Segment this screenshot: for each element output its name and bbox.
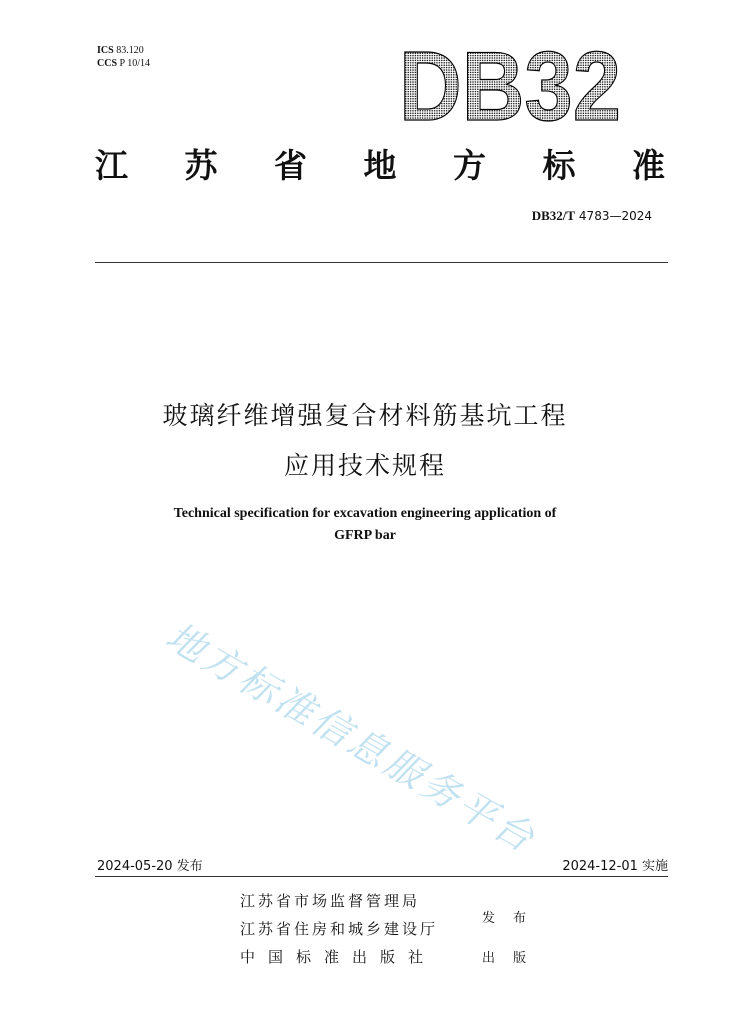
standard-type-char: 地 [363,146,397,185]
title-cn-line2: 应用技术规程 [283,451,446,480]
implement-date: 2024-12-01 实施 [562,859,668,874]
standard-number [532,208,652,224]
standard-number-prefix: DB32/T [531,208,576,223]
standard-type-char: 省 [274,146,307,185]
ccs-code: CCS P 10/14 [97,58,150,69]
standard-type-char: 标 [542,146,576,185]
standard-type-char: 江 [95,146,128,185]
db32-logo [395,40,625,128]
issuer-org: 江苏省住房和城乡建设厅 [240,920,439,938]
ics-code: ICS 83.120 [97,45,144,56]
title-cn-line1: 玻璃纤维增强复合材料筋基坑工程 [162,401,568,430]
watermark: 地方标准信息服务平台 [158,613,545,862]
title-en-line2: GFRP bar [334,528,396,543]
standard-type-char: 方 [453,146,486,185]
standard-type-char: 苏 [184,146,218,185]
bottom-divider [95,876,668,877]
standard-number-value: 4783—2024 [578,209,652,223]
issuing-organizations [240,887,438,971]
issue-label: 发布 [482,911,545,926]
logo-text: DB32 [399,40,621,128]
standard-type-title [95,140,665,187]
publisher-org: 中国标准出版社 [240,948,437,966]
publish-label: 出版 [482,951,545,966]
issuer-org: 江苏省市场监督管理局 [240,892,421,910]
issue-date: 2024-05-20 发布 [97,859,203,874]
top-divider [95,262,668,263]
standard-type-char: 准 [632,146,665,185]
title-en-line1: Technical specification for excavation engineering application of [173,506,557,521]
classification-codes [97,44,150,70]
